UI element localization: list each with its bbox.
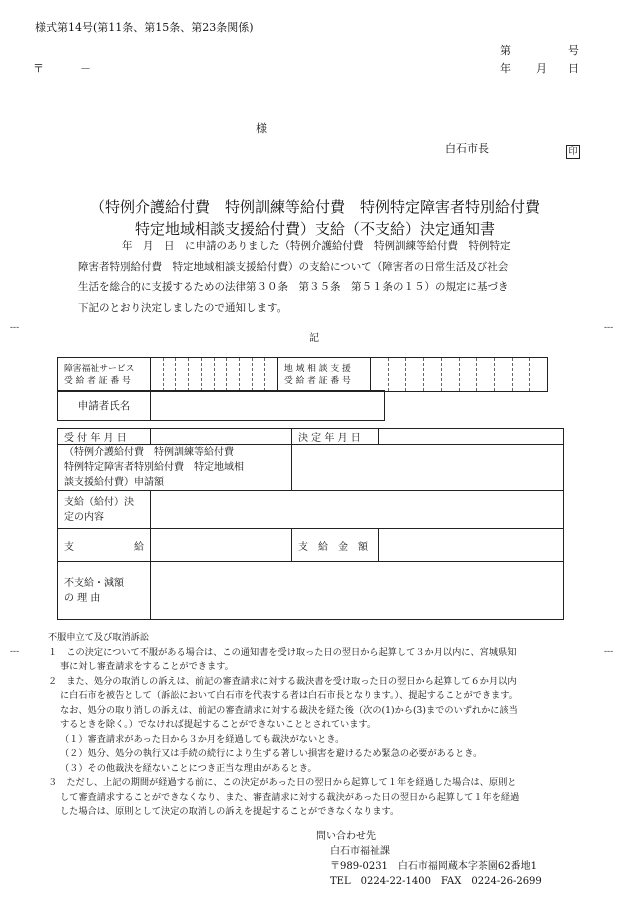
form-number: 様式第14号(第11条、第15条、第23条関係) — [35, 21, 254, 34]
appeal-notes — [48, 631, 578, 820]
body-line-1: 年 月 日 に申請のありました（特例介護給付費 特例訓練等給付費 特例特定 — [122, 240, 511, 252]
body-line-3: 生活を総合的に支援するための法律第３０条 第３５条 第５１条の１５）の規定に基づき — [78, 281, 509, 293]
amount-label-line-1: （特例介護給付費 特例訓練等給付費 — [64, 447, 234, 458]
title-line-1: （特例介護給付費 特例訓練等給付費 特例特定障害者特別給付費 — [89, 198, 540, 216]
reason-label-cell — [58, 562, 151, 620]
amount-label-cell — [58, 445, 292, 491]
margin-mark-left-2: --- — [10, 647, 20, 657]
applicant-label: 申請者氏名 — [58, 391, 151, 421]
postal-mark: 〒 — [33, 62, 44, 75]
note-3c: した場合は、原則として決定の取消しの訴えを提起することができなくなります。 — [60, 806, 400, 817]
payment-amount-label: 支 給 金 額 — [292, 529, 379, 562]
margin-mark-right-2: --- — [604, 647, 614, 657]
seal-box — [566, 139, 580, 159]
body-line-2: 障害者特別給付費 特定地域相談支援給付費）の支給について（障害者の日常生活及び社会 — [78, 260, 509, 273]
cert-label-line-2: 受 給 者 証 番 号 — [64, 375, 131, 386]
note-3b: して審査請求することができなくなり、また、審査請求に対する裁決があった日の翌日から起算して１年を経過 — [60, 791, 520, 803]
title-line-2: 特定地域相談支援給付費）支給（不支給）決定通知書 — [134, 220, 495, 238]
body-paragraph — [78, 236, 558, 318]
area-digit-grid — [371, 358, 547, 391]
addressee-suffix: 様 — [256, 122, 267, 135]
content-field[interactable] — [151, 491, 564, 529]
payment-amount-field[interactable] — [379, 529, 564, 562]
reason-field[interactable] — [151, 562, 564, 620]
area-label-line-2: 受 給 者 証 番 号 — [284, 375, 351, 386]
note-1b: 事に対し審査請求をすることができます。 — [60, 661, 234, 672]
contact-address: 〒989-0231 白石市福岡蔵本字茶園62番地1 — [330, 861, 538, 872]
amount-field[interactable] — [292, 445, 564, 491]
date-year: 年 — [500, 62, 511, 75]
note-2d: するときを除く。）でなければ提起することができないこととされています。 — [60, 719, 377, 730]
content-label-cell — [58, 491, 151, 529]
margin-mark-right-1: --- — [604, 323, 614, 333]
decision-table — [57, 428, 564, 620]
cert-number-field[interactable] — [151, 358, 278, 392]
doc-number-prefix: 第 — [500, 44, 511, 57]
decided-date-label: 決 定 年 月 日 — [292, 429, 379, 445]
note-item-1: （１）審査請求があった日から３か月を経過しても裁決がないとき。 — [60, 733, 345, 745]
cert-label-line-1: 障害福祉サービス — [64, 363, 135, 374]
reason-label-line-1: 不支給・減額 — [64, 577, 124, 589]
received-date-label: 受 付 年 月 日 — [58, 429, 151, 445]
certificate-table — [57, 357, 548, 392]
note-1a: １ この決定について不服がある場合は、この通知書を受け取った日の翌日から起算して３か月以内に、宮城県知 — [48, 646, 517, 658]
reason-label-line-2: の 理 由 — [64, 592, 101, 604]
area-label-line-1: 地 域 相 談 支 援 — [284, 363, 351, 374]
postal-dash: － — [80, 62, 91, 75]
received-date-field[interactable] — [151, 429, 292, 445]
notes-heading: 不服申立て及び取消訴訟 — [48, 632, 150, 643]
area-number-field[interactable] — [371, 358, 548, 392]
amount-label-line-3: 談支援給付費）申請額 — [64, 477, 164, 488]
date-day: 日 — [568, 62, 579, 75]
amount-label-line-2: 特例特定障害者特別給付費 特定地域相 — [64, 462, 244, 473]
shikyu-label-b: 給 — [134, 541, 144, 553]
applicant-table — [57, 390, 385, 421]
note-2a: ２ また、処分の取消しの訴えは、前記の審査請求に対する裁決書を受け取った日の翌日から起算して６か月以内 — [48, 675, 517, 687]
date-month: 月 — [536, 62, 547, 75]
area-label-cell — [278, 358, 371, 392]
contact-phone: TEL 0224-22-1400 FAX 0224-26-2699 — [330, 876, 542, 887]
note-item-3: （３）その他裁決を経ないことにつき正当な理由があるとき。 — [60, 762, 317, 774]
ki-marker: 記 — [309, 333, 319, 344]
contact-department: 白石市福祉課 — [330, 846, 390, 857]
note-2b: に白石市を被告として（訴訟において白石市を代表する者は白石市長となります。）、提起することができます。 — [60, 690, 518, 701]
issuer-name: 白石市長 — [445, 142, 489, 155]
content-label-line-1: 支給（給付）決 — [64, 496, 134, 508]
note-item-2: （２）処分、処分の執行又は手続の続行により生ずる著しい損害を避けるため緊急の必要があるとき。 — [60, 748, 483, 759]
cert-digit-grid — [151, 358, 277, 391]
decided-date-field[interactable] — [379, 429, 564, 445]
note-2c: なお、処分の取り消しの訴えは、前記の審査請求に対する裁決を経た後（次の(1)から(3)までのいずれかに該当 — [60, 704, 518, 716]
contact-heading: 問い合わせ先 — [316, 831, 376, 842]
content-label-line-2: 定の内容 — [64, 511, 104, 523]
body-line-4: 下記のとおり決定しましたので通知します。 — [78, 301, 288, 314]
note-3a: ３ ただし、上記の期間が経過する前に、この決定があった日の翌日から起算して１年を経過した場合は、原則と — [48, 777, 517, 788]
applicant-name-field[interactable] — [151, 391, 385, 421]
shikyu-label-a: 支 — [64, 541, 74, 553]
seal-mark: 印 — [566, 145, 580, 159]
margin-mark-left-1: --- — [10, 323, 20, 333]
doc-number-suffix: 号 — [568, 44, 579, 57]
shikyu-field[interactable] — [151, 529, 292, 562]
shikyu-label — [58, 529, 151, 562]
cert-label-cell — [58, 358, 151, 392]
